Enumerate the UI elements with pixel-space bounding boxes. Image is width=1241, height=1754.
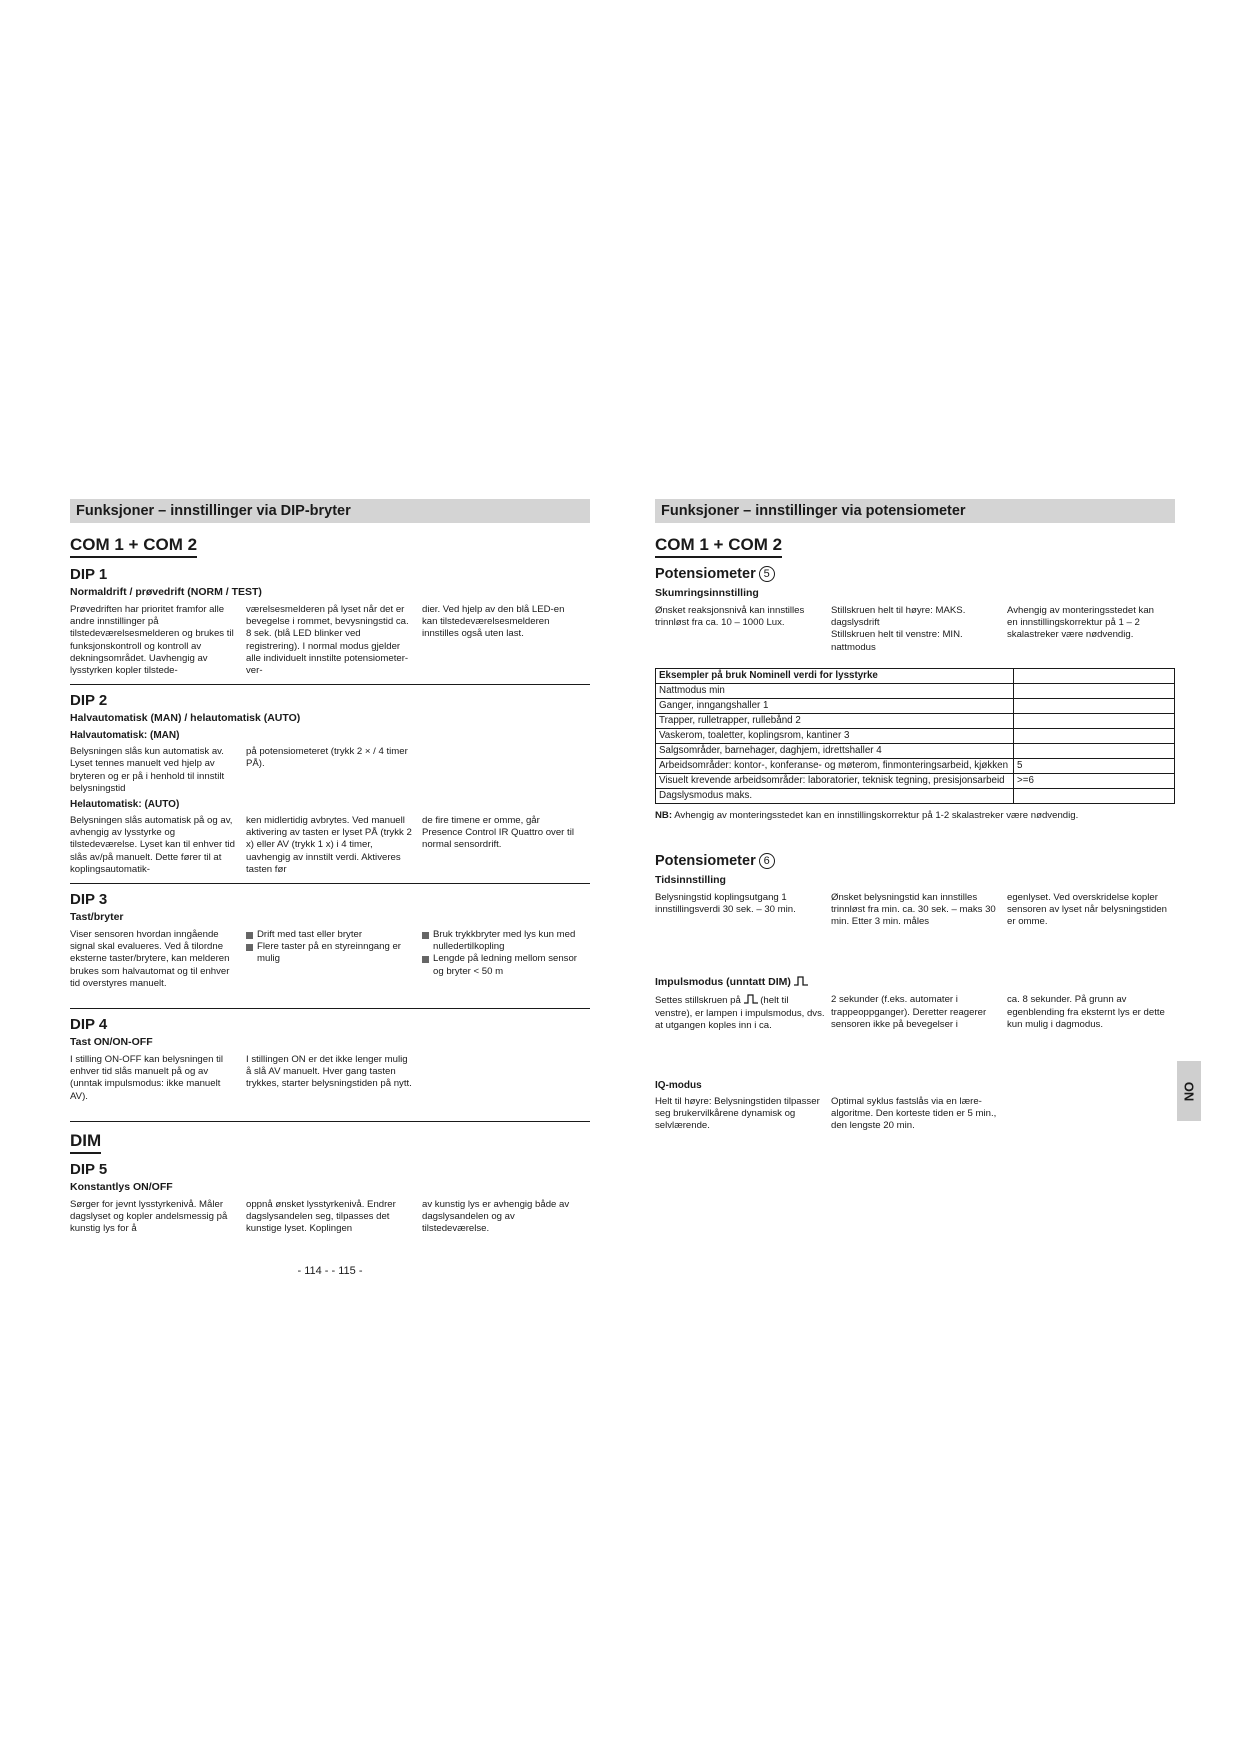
- nb-text: Avhengig av monteringsstedet kan en innstillingskorrektur på 1-2 skalastreker være nødvendig.: [674, 809, 1079, 821]
- impuls-col1-a: Settes stillskruen på: [655, 995, 741, 1007]
- dip5-col2: oppnå ønsket lysstyrkenivå. Endrer dagslysandelen seg, tilpasses det kunstige lyset. Koplingen: [246, 1198, 396, 1235]
- dip4-subtitle: Tast ON/ON-OFF: [70, 1036, 153, 1049]
- table-cell: Vaskerom, toaletter, koplingsrom, kantiner 3: [656, 728, 1014, 743]
- dip3-bullets-2: [422, 929, 582, 978]
- table-cell-value: [1014, 698, 1175, 713]
- table-cell: Visuelt krevende arbeidsområder: laboratorier, teknisk tegning, presisjonsarbeid: [656, 773, 1014, 788]
- dip1-subtitle: Normaldrift / prøvedrift (NORM / TEST): [70, 586, 262, 598]
- table-cell-value: 5: [1014, 758, 1175, 773]
- pot5-title-text: Potensiometer: [655, 566, 756, 582]
- dip2-auto-col2: ken midlertidig avbrytes. Ved manuell aktivering av tasten er lyset PÅ (trykk 2 x) eller AV (trykk 1 x) i 4 timer, uavhengig av innstilt verdi. Aktiveres tasten før: [246, 815, 412, 875]
- dip5-subtitle: Konstantlys ON/OFF: [70, 1180, 173, 1193]
- pot5-title: [655, 566, 1175, 582]
- left-com-title: COM 1 + COM 2: [70, 535, 197, 558]
- dip5-col3: av kunstig lys er avhengig både av dagslysandelen og av tilstedeværelse.: [422, 1198, 570, 1235]
- dip4-col1: I stilling ON-OFF kan belysningen til enhver tid slås manuelt på og av (unntak impulsmodus: ikke manuelt AV).: [70, 1054, 224, 1102]
- nb-note: [655, 810, 1175, 821]
- table-row: [656, 683, 1175, 698]
- page-numbers: - 114 - - 115 -: [297, 1265, 363, 1277]
- dip3-bullets-1: [246, 929, 414, 966]
- pot5-col2-right: Stillskruen helt til høyre: MAKS. dagslysdrift: [831, 605, 966, 629]
- brightness-examples-table: [655, 668, 1175, 804]
- table-cell: Nattmodus min: [656, 683, 1014, 698]
- dip1-col3: dier. Ved hjelp av den blå LED-en kan tilstedeværelsesmelderen innstilles også uten last.: [422, 604, 565, 640]
- pot5-col2-left: Stillskruen helt til venstre: MIN. nattmodus: [831, 629, 963, 653]
- dip2-man-heading: Halvautomatisk: (MAN): [70, 730, 180, 742]
- table-cell: Dagslysmodus maks.: [656, 788, 1014, 803]
- table-row: [656, 788, 1175, 803]
- right-page: [655, 499, 1175, 1133]
- table-row: [656, 713, 1175, 728]
- pot6-col3: egenlyset. Ved overskridelse kopler sensoren av lyset når belysningstiden er omme.: [1007, 891, 1167, 928]
- pot6-section: [655, 853, 1175, 929]
- dip1-col1: Prøvedriften har prioritet framfor alle andre innstillinger på tilstedeværelsesmelderen og brukes til funksjonskontroll og kontroll av dekningsområdet. Uavhengig av lysstyrken kopler tilstede-: [70, 604, 234, 677]
- dip1-col2: værelsesmelderen på lyset når det er bevegelse i rommet, bevysningstid ca. 8 sek. (blå LED blinker ved registrering). I normal modus gjelder alle individuelt innstilte potensiometer-ver-: [246, 604, 409, 677]
- pulse-icon: [794, 976, 808, 986]
- table-cell: Trapper, rulletrapper, rullebånd 2: [656, 713, 1014, 728]
- dim-section: [70, 1129, 590, 1236]
- dip5-title: DIP 5: [70, 1160, 108, 1178]
- table-cell-value: [1014, 713, 1175, 728]
- language-tab: [1177, 1061, 1201, 1121]
- table-row: [656, 773, 1175, 788]
- table-cell: Ganger, inngangshaller 1: [656, 698, 1014, 713]
- list-item: Drift med tast eller bryter: [246, 929, 414, 941]
- pot6-number: 6: [759, 853, 775, 869]
- table-header-row: [656, 668, 1175, 683]
- table-cell-value: [1014, 788, 1175, 803]
- impuls-col2: 2 sekunder (f.eks. automater i trappeoppganger). Deretter reagerer sensoren ikke på bevegelser i: [831, 994, 987, 1030]
- dip1-section: [70, 566, 590, 677]
- table-cell: Salgsområder, barnehager, daghjem, idrettshaller 4: [656, 743, 1014, 758]
- table-header: Eksempler på bruk Nominell verdi for lysstyrke: [656, 668, 1014, 683]
- dip2-subtitle: Halvautomatisk (MAN) / helautomatisk (AUTO): [70, 712, 301, 725]
- right-banner: Funksjoner – innstillinger via potensiometer: [655, 499, 1175, 523]
- pot6-subtitle: Tidsinnstilling: [655, 873, 726, 886]
- divider: [70, 1121, 590, 1122]
- dip2-auto-col3: de fire timene er omme, går Presence Control IR Quattro over til normal sensordrift.: [422, 815, 574, 851]
- list-item: Bruk trykkbryter med lys kun med nulledertilkopling: [422, 929, 582, 953]
- impuls-title-text: Impulsmodus (unntatt DIM): [655, 976, 791, 989]
- dip3-col1: Viser sensoren hvordan inngående signal skal evalueres. Ved å tilordne eksterne taster/brytere, kan melderen brukes som halvautomat og til enhver tid overstyres manuelt.: [70, 929, 230, 989]
- dip2-auto-col1: Belysningen slås automatisk på og av, avhengig av lysstyrke og tilstedeværelse. Lyset kan til enhver tid slås av/på manuelt. Dette fører til at koplingsautomatik-: [70, 815, 235, 875]
- pulse-icon: [744, 994, 758, 1004]
- impuls-col1: [655, 994, 831, 1032]
- pot6-title: [655, 853, 1175, 869]
- left-banner: Funksjoner – innstillinger via DIP-bryter: [70, 499, 590, 523]
- dip2-title: DIP 2: [70, 692, 108, 710]
- dip2-section: [70, 692, 590, 876]
- pot6-col1: Belysningstid koplingsutgang 1 innstillingsverdi 30 sek. – 30 min.: [655, 891, 796, 916]
- iq-col2: Optimal syklus fastslås via en lære-algoritme. Den korteste tiden er 5 min., den lengste 20 min.: [831, 1096, 997, 1132]
- dip2-auto-heading: Helautomatisk: (AUTO): [70, 799, 180, 811]
- dim-title: DIM: [70, 1131, 101, 1154]
- dip2-man-col2: på potensiometeret (trykk 2 × / 4 timer PÅ).: [246, 746, 408, 770]
- table-row: [656, 728, 1175, 743]
- iq-col1: Helt til høyre: Belysningstiden tilpasser seg brukervilkårene dynamisk og selvlærende.: [655, 1096, 820, 1132]
- nb-label: NB:: [655, 809, 673, 821]
- table-row: [656, 758, 1175, 773]
- dip3-title: DIP 3: [70, 891, 108, 909]
- dip3-section: [70, 891, 590, 990]
- dip3-subtitle: Tast/bryter: [70, 911, 124, 924]
- table-cell: Arbeidsområder: kontor-, konferanse- og møterom, finmonteringsarbeid, kjøkken: [656, 758, 1014, 773]
- left-page: [70, 499, 590, 1235]
- pot5-col3: Avhengig av monteringsstedet kan en innstillingskorrektur på 1 – 2 skalastreker være nødvendig.: [1007, 605, 1155, 641]
- table-cell-value: [1014, 743, 1175, 758]
- pot5-number: 5: [759, 566, 775, 582]
- right-com-title: COM 1 + COM 2: [655, 535, 782, 558]
- dip4-title: DIP 4: [70, 1016, 108, 1034]
- divider: [70, 1008, 590, 1009]
- table-cell-value: [1014, 683, 1175, 698]
- divider: [70, 684, 590, 685]
- pot5-col1: Ønsket reaksjonsnivå kan innstilles trinnløst fra ca. 10 – 1000 Lux.: [655, 605, 805, 629]
- pot6-col2: Ønsket belysningstid kan innstilles trinnløst fra min. ca. 30 sek. – maks 30 min. Etter 3 min. måles: [831, 891, 996, 928]
- divider: [70, 883, 590, 884]
- dip2-man-col1: Belysningen slås kun automatisk av. Lyset tennes manuelt ved hjelp av bryteren og er på i henhold til innstilt belysningstid: [70, 746, 225, 794]
- iq-title: IQ-modus: [655, 1080, 702, 1092]
- table-cell-value: >=6: [1014, 773, 1175, 788]
- dip4-col2: I stillingen ON er det ikke lenger mulig å slå AV manuelt. Hver gang tasten trykkes, starter belysningstiden på nytt.: [246, 1054, 412, 1090]
- list-item: Flere taster på en styreinngang er mulig: [246, 941, 414, 965]
- impuls-col3: ca. 8 sekunder. På grunn av egenblending fra eksternt lys er dette kun mulig i dagmodus.: [1007, 994, 1165, 1030]
- dip4-section: [70, 1016, 590, 1103]
- impuls-section: [655, 976, 1175, 1032]
- table-cell-value: [1014, 728, 1175, 743]
- dip1-title: DIP 1: [70, 566, 108, 583]
- dip5-col1: Sørger for jevnt lysstyrkenivå. Måler dagslyset og kopler andelsmessig på kunstig lys for å: [70, 1198, 228, 1235]
- table-row: [656, 698, 1175, 713]
- impuls-col1-b: (helt til venstre), er lampen i impulsmodus, dvs. at utgangen koples inn i ca.: [655, 995, 825, 1031]
- list-item: Lengde på ledning mellom sensor og bryter < 50 m: [422, 953, 582, 977]
- pot5-subtitle: Skumringsinnstilling: [655, 587, 759, 599]
- pot5-section: [655, 566, 1175, 654]
- pot6-title-text: Potensiometer: [655, 852, 756, 869]
- iq-section: [655, 1080, 1175, 1133]
- impuls-title: [655, 976, 1175, 988]
- language-tab-label: NO: [1181, 1081, 1197, 1101]
- table-row: [656, 743, 1175, 758]
